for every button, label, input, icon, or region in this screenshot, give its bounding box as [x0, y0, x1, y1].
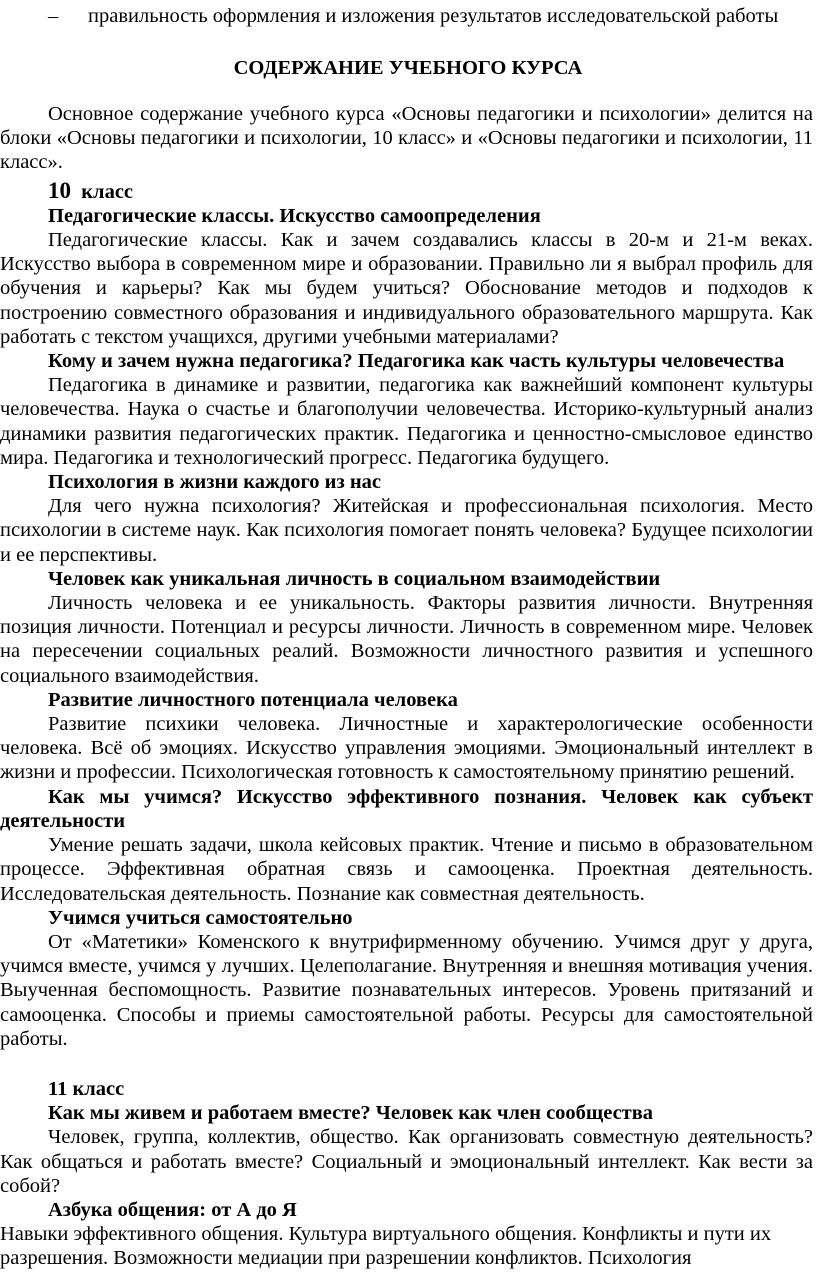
section-text: Развитие психики человека. Личностные и характерологические особенности человека. Всё об эмоциях. Искусство управления эмоциями. Эмоциональный интеллект в жизни и профессии. Психологическая готовность к самостоятельному принятию решений. [0, 713, 813, 784]
page-title: СОДЕРЖАНИЕ УЧЕБНОГО КУРСА [233, 57, 583, 79]
list-dash: – [48, 5, 59, 27]
section-text: Человек, группа, коллектив, общество. Как организовать совместную деятельность? Как общаться и работать вместе? Социальный и эмоциональный интеллект. Как вести за собой? [0, 1126, 813, 1197]
section-text: От «Матетики» Коменского к внутрифирменному обучению. Учимся друг у друга, учимся вместе, учимся у лучших. Целеполагание. Внутренняя и внешняя мотивация учения. Выученная беспомощность. Развитие познавательных интересов. Уровень притязаний и самооценка. Способы и приемы самостоятельной работы. Ресурсы для самостоятельной работы. [0, 930, 813, 1050]
list-item-result-formatting [48, 3, 778, 29]
blank-line [0, 1051, 813, 1077]
section-heading: Учимся учиться самостоятельно [48, 906, 353, 929]
section-heading: Как мы учимся? Искусство эффективного познания. Человек как субъект деятельности [0, 785, 813, 832]
list-item-text: правильность оформления и изложения результатов исследовательской работы [88, 5, 779, 27]
section-text: Педагогика в динамике и развитии, педагогика как важнейший компонент культуры человечества. Наука о счастье и благополучии человечества. Историко-культурный анализ динамики развития педагогических практик. Педагогика и ценностно-смысловое единство мира. Педагогика и технологический прогресс. Педагогика будущего. [0, 374, 813, 469]
document-body [0, 102, 813, 1271]
section-text: Педагогические классы. Как и зачем создавались классы в 20-м и 21-м веках. Искусство выбора в современном мире и образовании. Правильно ли я выбрал профиль для обучения и карьеры? Как мы будем учиться? Обоснование методов и подходов к построению совместного образования и индивидуального образовательного маршрута. Как работать с текстом учащихся, другими учебными материалами? [0, 229, 813, 348]
grade-10-label: класс [81, 180, 134, 203]
intro-paragraph: Основное содержание учебного курса «Основы педагогики и психологии» делится на блоки «Основы педагогики и психологии, 10 класс» и «Основы педагогики и психологии, 11 класс». [0, 103, 813, 174]
section-heading: Кому и зачем нужна педагогика? Педагогика как часть культуры человечества [48, 350, 785, 373]
grade-10-heading [0, 179, 813, 204]
section-text: Для чего нужна психология? Житейская и профессиональная психология. Место психологии в системе наук. Как психология помогает понять человека? Будущее психологии и ее перспективы. [0, 495, 813, 566]
section-heading: Развитие личностного потенциала человека [48, 688, 458, 711]
section-text: Умение решать задачи, школа кейсовых практик. Чтение и письмо в образовательном процессе. Эффективная обратная связь и самооценка. Проектная деятельность. Исследовательская деятельность. Познание как совместная деятельность. [0, 834, 813, 905]
section-heading: Как мы живем и работаем вместе? Человек как член сообщества [48, 1102, 654, 1125]
grade-10-number: 10 [48, 177, 71, 203]
section-text: Личность человека и ее уникальность. Факторы развития личности. Внутренняя позиция личности. Потенциал и ресурсы личности. Личность в современном мире. Человек на пересечении социальных реалий. Возможности личностного развития и успешного социального взаимодействия. [0, 592, 813, 687]
section-heading: Психология в жизни каждого из нас [48, 471, 381, 494]
section-text: Навыки эффективного общения. Культура виртуального общения. Конфликты и пути их разрешения. Возможности медиации при разрешении конфликтов. Психология [0, 1223, 772, 1270]
section-heading: Педагогические классы. Искусство самоопределения [48, 204, 541, 227]
section-heading: Азбука общения: от А до Я [48, 1198, 297, 1221]
section-heading: Человек как уникальная личность в социальном взаимодействии [48, 567, 661, 590]
grade-11-heading: 11 класс [48, 1077, 125, 1100]
